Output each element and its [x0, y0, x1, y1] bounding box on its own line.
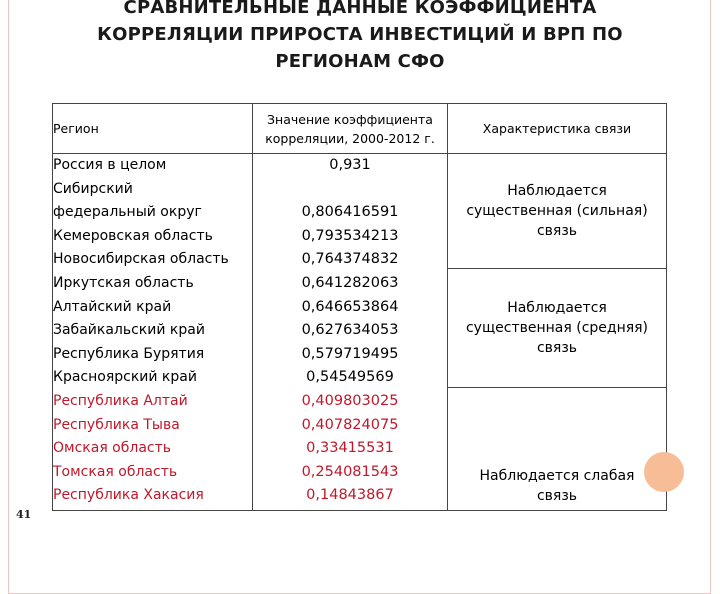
characteristic-strong-line-2: существенная (сильная) — [466, 203, 648, 219]
region-cell: федеральный округ — [53, 204, 202, 221]
region-cell-highlighted: Республика Хакасия — [53, 487, 204, 504]
region-cell-highlighted: Республика Тыва — [53, 416, 180, 433]
characteristic-strong — [448, 154, 666, 269]
title-line-2: КОРРЕЛЯЦИИ ПРИРОСТА ИНВЕСТИЦИЙ И ВРП ПО — [97, 24, 623, 45]
characteristic-medium — [448, 269, 666, 388]
characteristic-strong-line-3: связь — [536, 223, 578, 239]
slide-title — [30, 0, 690, 75]
characteristic-groups — [448, 154, 666, 510]
header-characteristic: Характеристика связи — [448, 104, 667, 154]
value-cell-highlighted: 0,14843867 — [306, 487, 394, 504]
region-cell: Новосибирская область — [53, 251, 229, 268]
value-cell: 0,579719495 — [301, 345, 399, 362]
region-cell: Республика Бурятия — [53, 345, 205, 362]
value-cell: 0,931 — [329, 157, 371, 173]
region-cell: Алтайский край — [53, 298, 172, 315]
correlation-table — [52, 103, 667, 511]
value-cell: 0,641282063 — [301, 274, 399, 291]
title-line-3: РЕГИОНАМ СФО — [275, 51, 445, 72]
region-column — [53, 154, 253, 511]
region-cell: Забайкальский край — [53, 322, 205, 339]
value-cell-highlighted: 0,33415531 — [306, 440, 394, 457]
decorative-circle — [644, 452, 684, 492]
region-cell-highlighted: Омская область — [53, 440, 172, 457]
value-cell-highlighted: 0,407824075 — [301, 416, 399, 433]
value-spacer — [253, 178, 447, 202]
value-cell: 0,764374832 — [301, 251, 399, 268]
value-cell-highlighted: 0,409803025 — [301, 392, 399, 409]
table-body-row — [53, 154, 667, 511]
header-coefficient-line-1: Значение коэффициента — [267, 111, 433, 127]
page-number: 41 — [16, 508, 32, 521]
region-cell-highlighted: Республика Алтай — [53, 392, 188, 409]
characteristic-weak-line-1: Наблюдается слабая — [479, 468, 635, 484]
header-coefficient — [253, 104, 448, 154]
header-region: Регион — [53, 104, 253, 154]
region-cell: Сибирский — [53, 180, 133, 197]
characteristic-strong-line-1: Наблюдается — [507, 183, 607, 199]
table-header-row — [53, 104, 667, 154]
value-column — [253, 154, 448, 511]
value-cell: 0,793534213 — [301, 227, 399, 244]
characteristic-weak-line-2: связь — [536, 488, 578, 504]
region-cell-highlighted: Томская область — [53, 463, 178, 480]
title-line-1: СРАВНИТЕЛЬНЫЕ ДАННЫЕ КОЭФФИЦИЕНТА — [123, 0, 597, 18]
region-cell: Кемеровская область — [53, 227, 213, 244]
region-cell: Красноярский край — [53, 369, 197, 386]
value-cell: 0,627634053 — [301, 322, 399, 339]
characteristic-medium-line-2: существенная (средняя) — [465, 320, 649, 336]
characteristic-medium-line-1: Наблюдается — [507, 300, 607, 316]
characteristic-medium-line-3: связь — [536, 340, 578, 356]
value-cell: 0,646653864 — [301, 298, 399, 315]
region-cell: Россия в целом — [53, 157, 167, 173]
characteristic-weak — [448, 388, 666, 511]
value-cell: 0,806416591 — [301, 204, 399, 221]
value-cell-highlighted: 0,254081543 — [301, 463, 399, 480]
value-cell: 0,54549569 — [306, 369, 394, 386]
header-coefficient-line-2: корреляции, 2000-2012 г. — [265, 130, 435, 146]
characteristic-column — [448, 154, 667, 511]
region-cell: Иркутская область — [53, 274, 194, 291]
